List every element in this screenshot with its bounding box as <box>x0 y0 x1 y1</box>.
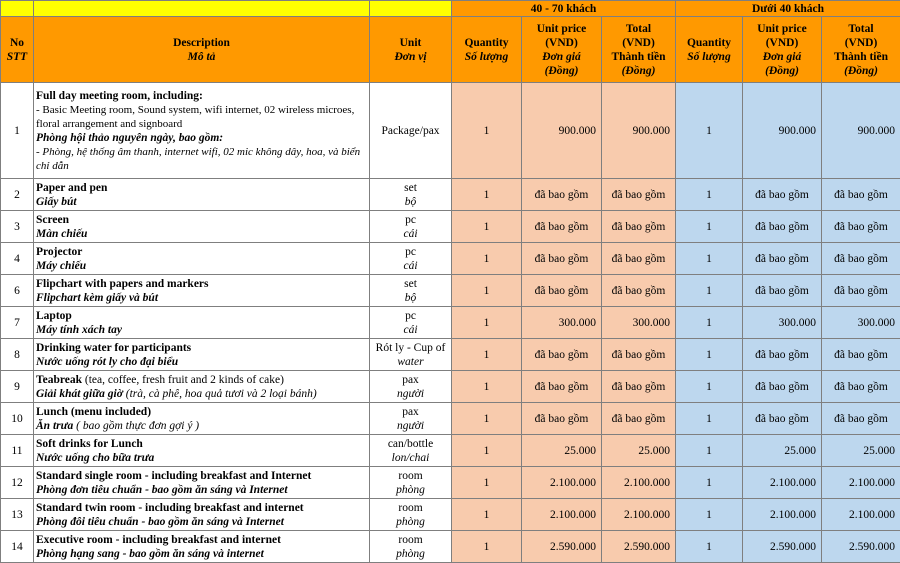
unit-price-under-40: đã bao gồm <box>743 371 822 403</box>
total-40-70: đã bao gồm <box>602 211 676 243</box>
unit-price-under-40: đã bao gồm <box>743 211 822 243</box>
group-header-row <box>1 1 900 17</box>
item-title-en: Screen <box>36 213 367 227</box>
unit-price-under-40: 2.590.000 <box>743 531 822 563</box>
table-row <box>1 179 900 211</box>
qty-under-40: 1 <box>676 371 743 403</box>
table-row <box>1 371 900 403</box>
header-no: No STT <box>1 17 34 83</box>
total-under-40: 2.100.000 <box>822 499 900 531</box>
unit-price-40-70: 2.590.000 <box>522 531 602 563</box>
total-40-70: đã bao gồm <box>602 339 676 371</box>
qty-under-40: 1 <box>676 211 743 243</box>
header-qty-2: Quantity Số lượng <box>676 17 743 83</box>
total-under-40: 300.000 <box>822 307 900 339</box>
item-title-vi: Phòng hạng sang - bao gồm ăn sáng và internet <box>36 547 367 561</box>
row-number: 9 <box>1 371 34 403</box>
qty-40-70: 1 <box>452 211 522 243</box>
unit-price-under-40: đã bao gồm <box>743 179 822 211</box>
qty-under-40: 1 <box>676 275 743 307</box>
qty-under-40: 1 <box>676 403 743 435</box>
row-description <box>34 531 370 563</box>
total-40-70: 900.000 <box>602 83 676 179</box>
total-under-40: 900.000 <box>822 83 900 179</box>
total-under-40: đã bao gồm <box>822 179 900 211</box>
row-unit: pc cái <box>370 211 452 243</box>
item-title-vi: Máy tính xách tay <box>36 323 367 337</box>
unit-price-40-70: 900.000 <box>522 83 602 179</box>
header-total-2: Total (VND) Thành tiền (Đồng) <box>822 17 900 83</box>
unit-price-40-70: đã bao gồm <box>522 275 602 307</box>
table-row <box>1 339 900 371</box>
item-title-vi: Giấy bút <box>36 195 367 209</box>
row-number: 12 <box>1 467 34 499</box>
row-number: 10 <box>1 403 34 435</box>
table-row <box>1 435 900 467</box>
qty-under-40: 1 <box>676 531 743 563</box>
total-under-40: đã bao gồm <box>822 211 900 243</box>
total-under-40: đã bao gồm <box>822 275 900 307</box>
item-title-en: Standard twin room - including breakfast and internet <box>36 501 367 515</box>
unit-price-under-40: đã bao gồm <box>743 339 822 371</box>
total-40-70: 2.590.000 <box>602 531 676 563</box>
unit-price-40-70: đã bao gồm <box>522 243 602 275</box>
header-qty-1: Quantity Số lượng <box>452 17 522 83</box>
row-number: 2 <box>1 179 34 211</box>
item-title-vi: Nước uống rót ly cho đại biểu <box>36 355 367 369</box>
qty-40-70: 1 <box>452 179 522 211</box>
qty-under-40: 1 <box>676 467 743 499</box>
table-row <box>1 307 900 339</box>
item-title-vi: Phòng đôi tiêu chuẩn - bao gồm ăn sáng và Internet <box>36 515 367 529</box>
row-description <box>34 83 370 179</box>
row-description <box>34 211 370 243</box>
row-unit: room phòng <box>370 499 452 531</box>
total-40-70: đã bao gồm <box>602 179 676 211</box>
item-title-en: Paper and pen <box>36 181 367 195</box>
unit-price-under-40: 900.000 <box>743 83 822 179</box>
unit-price-under-40: đã bao gồm <box>743 243 822 275</box>
row-unit: pax người <box>370 403 452 435</box>
row-unit: pc cái <box>370 307 452 339</box>
total-under-40: 25.000 <box>822 435 900 467</box>
unit-price-40-70: đã bao gồm <box>522 211 602 243</box>
qty-under-40: 1 <box>676 339 743 371</box>
unit-price-40-70: đã bao gồm <box>522 371 602 403</box>
qty-40-70: 1 <box>452 83 522 179</box>
qty-40-70: 1 <box>452 531 522 563</box>
row-unit: Package/pax <box>370 83 452 179</box>
group-40-70: 40 - 70 khách <box>452 1 676 17</box>
item-title-vi: Giải khát giữa giờ (trà, cà phê, hoa quả tươi và 2 loại bánh) <box>36 387 367 401</box>
item-title-vi: Màn chiếu <box>36 227 367 241</box>
row-description <box>34 371 370 403</box>
row-unit: set bộ <box>370 179 452 211</box>
row-number: 1 <box>1 83 34 179</box>
item-detail-en: - Basic Meeting room, Sound system, wifi internet, 02 wireless microes, floral arrangement and signboard <box>36 103 367 131</box>
item-title-en: Lunch (menu included) <box>36 405 367 419</box>
table-row <box>1 211 900 243</box>
table-row <box>1 531 900 563</box>
unit-price-under-40: đã bao gồm <box>743 275 822 307</box>
total-40-70: đã bao gồm <box>602 275 676 307</box>
table-row <box>1 499 900 531</box>
row-number: 6 <box>1 275 34 307</box>
row-number: 13 <box>1 499 34 531</box>
row-description <box>34 403 370 435</box>
row-number: 4 <box>1 243 34 275</box>
total-under-40: đã bao gồm <box>822 403 900 435</box>
row-unit: can/bottle lon/chai <box>370 435 452 467</box>
table-row <box>1 467 900 499</box>
row-unit: room phòng <box>370 531 452 563</box>
unit-price-40-70: đã bao gồm <box>522 403 602 435</box>
item-title-vi: Nước uống cho bữa trưa <box>36 451 367 465</box>
total-40-70: 300.000 <box>602 307 676 339</box>
total-40-70: đã bao gồm <box>602 243 676 275</box>
qty-under-40: 1 <box>676 179 743 211</box>
row-description <box>34 435 370 467</box>
total-40-70: 2.100.000 <box>602 467 676 499</box>
header-price-1: Unit price (VND) Đơn giá (Đồng) <box>522 17 602 83</box>
unit-price-40-70: đã bao gồm <box>522 179 602 211</box>
total-40-70: 25.000 <box>602 435 676 467</box>
row-unit: Rót ly - Cup of water <box>370 339 452 371</box>
total-under-40: đã bao gồm <box>822 371 900 403</box>
unit-price-40-70: 300.000 <box>522 307 602 339</box>
group-under-40: Dưới 40 khách <box>676 1 900 17</box>
row-unit: pax người <box>370 371 452 403</box>
qty-40-70: 1 <box>452 467 522 499</box>
row-description <box>34 307 370 339</box>
item-title-en: Executive room - including breakfast and internet <box>36 533 367 547</box>
item-title-en: Drinking water for participants <box>36 341 367 355</box>
item-detail-vi: - Phòng, hệ thống âm thanh, internet wifi, 02 mic không dây, hoa, và biển chỉ dẫn <box>36 145 367 173</box>
qty-40-70: 1 <box>452 403 522 435</box>
row-description <box>34 243 370 275</box>
qty-40-70: 1 <box>452 275 522 307</box>
qty-40-70: 1 <box>452 499 522 531</box>
total-40-70: đã bao gồm <box>602 403 676 435</box>
total-under-40: 2.100.000 <box>822 467 900 499</box>
unit-price-under-40: 2.100.000 <box>743 467 822 499</box>
unit-price-40-70: 2.100.000 <box>522 499 602 531</box>
unit-price-40-70: 2.100.000 <box>522 467 602 499</box>
row-description <box>34 339 370 371</box>
item-title-en: Laptop <box>36 309 367 323</box>
qty-40-70: 1 <box>452 371 522 403</box>
item-title-en: Full day meeting room, including: <box>36 89 367 103</box>
unit-price-under-40: 300.000 <box>743 307 822 339</box>
item-title-en: Soft drinks for Lunch <box>36 437 367 451</box>
header-total-1: Total (VND) Thành tiền (Đồng) <box>602 17 676 83</box>
header-price-2: Unit price (VND) Đơn giá (Đồng) <box>743 17 822 83</box>
item-title-vi: Máy chiếu <box>36 259 367 273</box>
item-title-en: Teabreak (tea, coffee, fresh fruit and 2 kinds of cake) <box>36 373 367 387</box>
unit-price-under-40: 2.100.000 <box>743 499 822 531</box>
total-40-70: đã bao gồm <box>602 371 676 403</box>
row-unit: set bộ <box>370 275 452 307</box>
row-number: 7 <box>1 307 34 339</box>
unit-price-40-70: đã bao gồm <box>522 339 602 371</box>
total-under-40: 2.590.000 <box>822 531 900 563</box>
qty-40-70: 1 <box>452 339 522 371</box>
qty-40-70: 1 <box>452 435 522 467</box>
item-title-en: Projector <box>36 245 367 259</box>
header-unit: Unit Đơn vị <box>370 17 452 83</box>
item-title-vi: Flipchart kèm giấy và bút <box>36 291 367 305</box>
qty-under-40: 1 <box>676 435 743 467</box>
row-number: 3 <box>1 211 34 243</box>
item-title-vi: Phòng hội thảo nguyên ngày, bao gồm: <box>36 131 367 145</box>
qty-40-70: 1 <box>452 307 522 339</box>
row-description <box>34 179 370 211</box>
table-row <box>1 403 900 435</box>
total-under-40: đã bao gồm <box>822 339 900 371</box>
item-title-vi: Ăn trưa ( bao gồm thực đơn gợi ý ) <box>36 419 367 433</box>
row-number: 8 <box>1 339 34 371</box>
column-header-row <box>1 17 900 83</box>
item-title-en: Flipchart with papers and markers <box>36 277 367 291</box>
total-40-70: 2.100.000 <box>602 499 676 531</box>
row-unit: pc cái <box>370 243 452 275</box>
unit-price-under-40: 25.000 <box>743 435 822 467</box>
table-row <box>1 83 900 179</box>
qty-under-40: 1 <box>676 83 743 179</box>
row-description <box>34 467 370 499</box>
table-row <box>1 275 900 307</box>
qty-under-40: 1 <box>676 499 743 531</box>
qty-under-40: 1 <box>676 243 743 275</box>
row-number: 11 <box>1 435 34 467</box>
unit-price-40-70: 25.000 <box>522 435 602 467</box>
unit-price-under-40: đã bao gồm <box>743 403 822 435</box>
row-description <box>34 275 370 307</box>
item-title-vi: Phòng đơn tiêu chuẩn - bao gồm ăn sáng và Internet <box>36 483 367 497</box>
qty-under-40: 1 <box>676 307 743 339</box>
table-row <box>1 243 900 275</box>
row-unit: room phòng <box>370 467 452 499</box>
row-number: 14 <box>1 531 34 563</box>
row-description <box>34 499 370 531</box>
header-description: Description Mô tả <box>34 17 370 83</box>
item-title-en: Standard single room - including breakfast and Internet <box>36 469 367 483</box>
qty-40-70: 1 <box>452 243 522 275</box>
total-under-40: đã bao gồm <box>822 243 900 275</box>
